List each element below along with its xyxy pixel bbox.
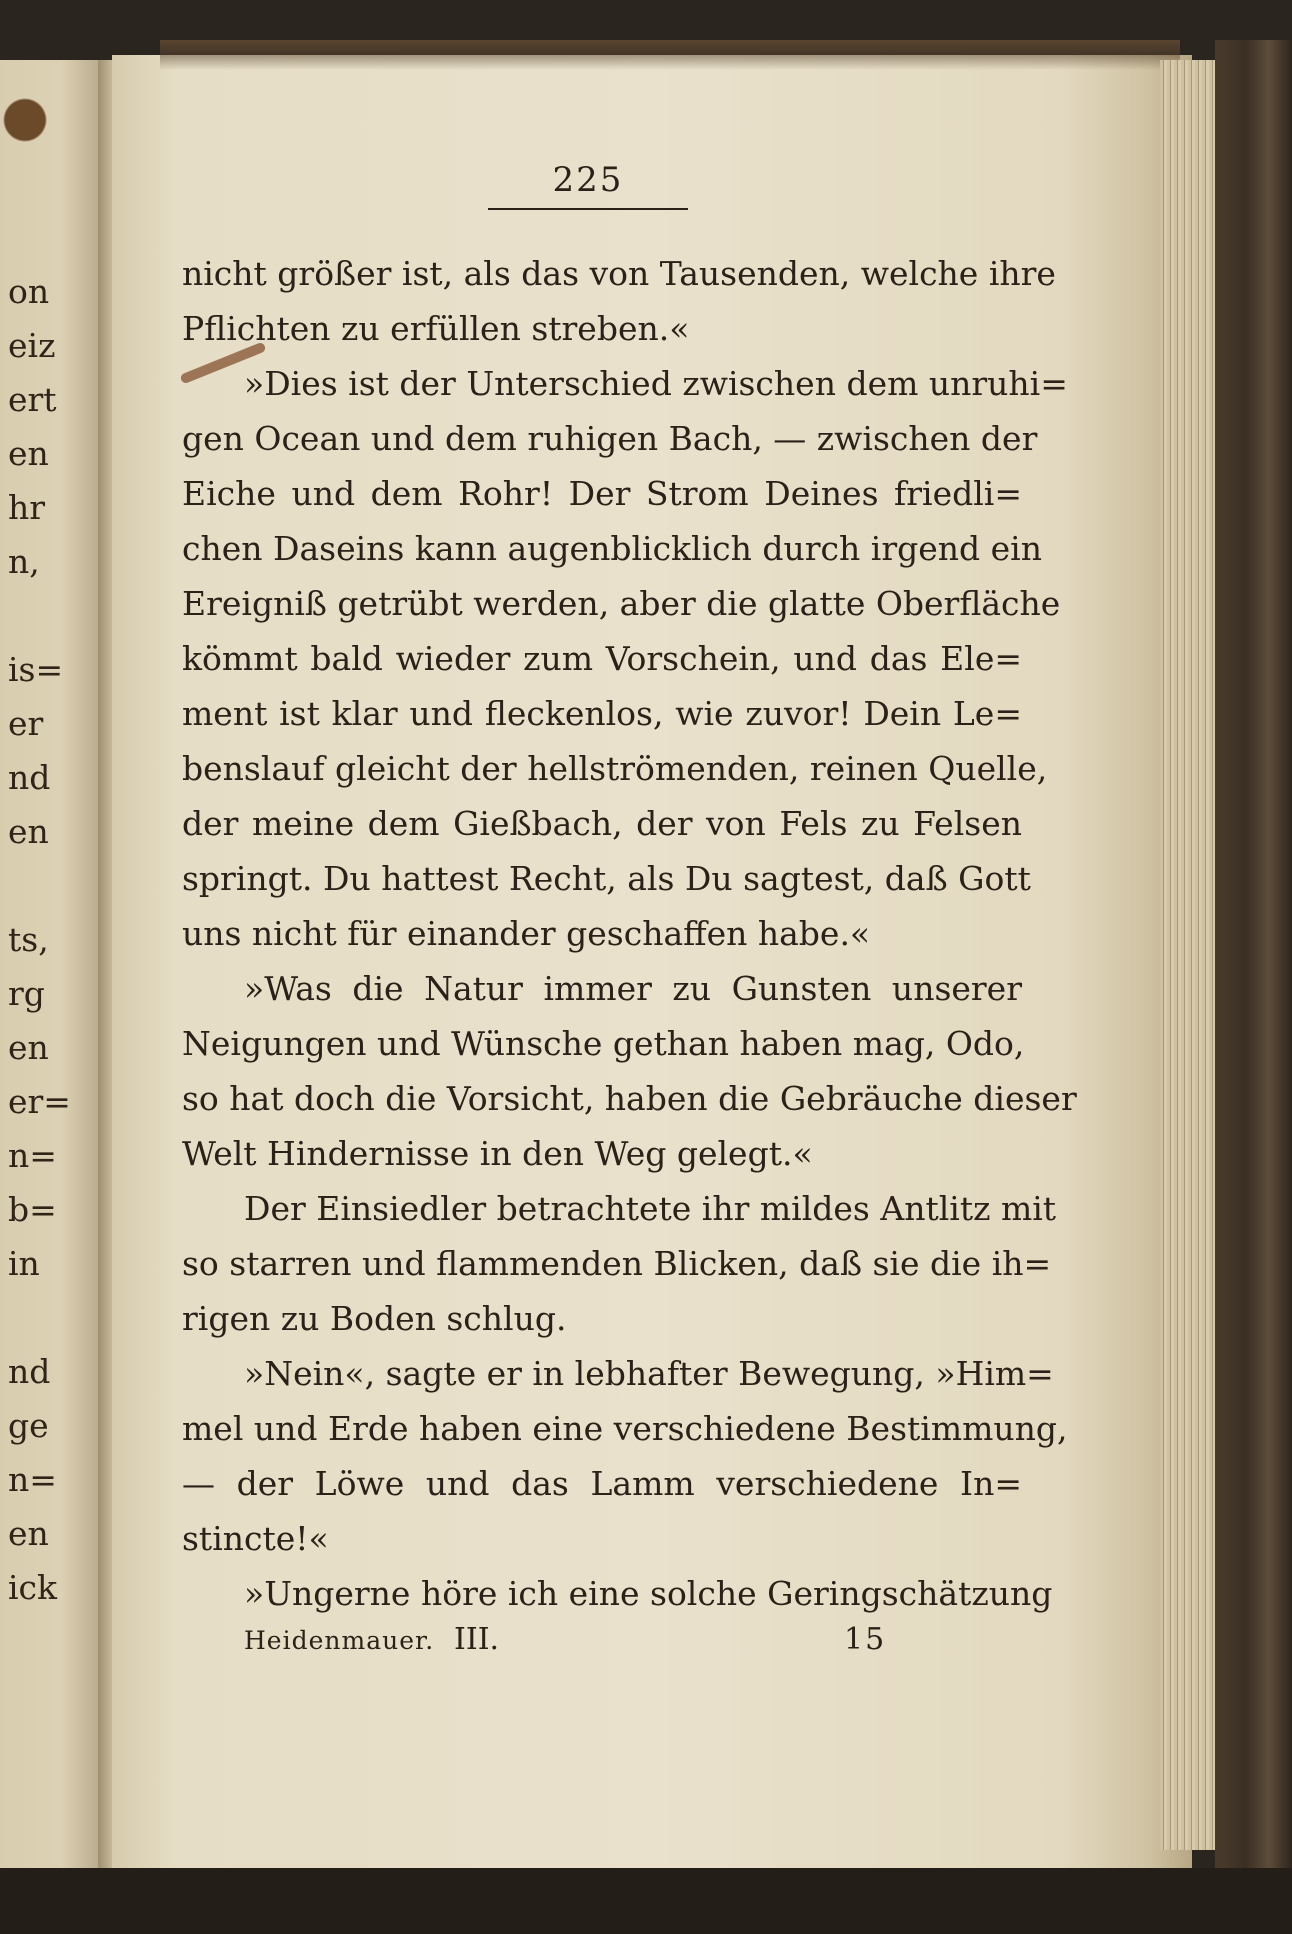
left-page-fragment: n,	[8, 542, 40, 581]
text-line: Neigungen und Wünsche gethan haben mag, Odo,	[182, 1024, 1025, 1063]
page-number: 225	[552, 160, 624, 200]
text-line: uns nicht für einander geschaffen habe.«	[182, 914, 871, 953]
page-header	[488, 160, 688, 210]
book-cover	[1215, 40, 1292, 1934]
text-line: »Dies ist der Unterschied zwischen dem unruhi=	[244, 364, 1068, 403]
text-line: Welt Hindernisse in den Weg gelegt.«	[182, 1134, 813, 1173]
text-line: ment ist klar und fleckenlos, wie zuvor! Dein Le=	[182, 694, 1022, 733]
left-page-fragment: ts,	[8, 920, 49, 959]
left-page-fragment: ick	[8, 1568, 58, 1607]
left-page-fragment: b=	[8, 1190, 57, 1229]
text-line: mel und Erde haben eine verschiedene Bestimmung,	[182, 1409, 1068, 1448]
left-page-fragment: er	[8, 704, 44, 743]
text-line: benslauf gleicht der hellströmenden, reinen Quelle,	[182, 749, 1048, 788]
footer-signature: Heidenmauer.	[244, 1626, 435, 1655]
left-page-fragment: rg	[8, 974, 45, 1013]
text-line: Pflichten zu erfüllen streben.«	[182, 309, 690, 348]
text-line: Eiche und dem Rohr! Der Strom Deines friedli=	[182, 474, 1022, 513]
text-line: rigen zu Boden schlug.	[182, 1299, 567, 1338]
left-page-fragment: en	[8, 1028, 49, 1067]
footer-volume: III.	[454, 1622, 500, 1657]
left-page-fragment: en	[8, 434, 49, 473]
text-line: so hat doch die Vorsicht, haben die Gebräuche dieser	[182, 1079, 1077, 1118]
text-line: gen Ocean und dem ruhigen Bach, — zwischen der	[182, 419, 1038, 458]
left-page-fragment: ert	[8, 380, 57, 419]
left-page-fragment: in	[8, 1244, 40, 1283]
left-page-fragment: is=	[8, 650, 64, 689]
text-line: »Ungerne höre ich eine solche Geringschätzung	[244, 1574, 1053, 1613]
header-rule	[488, 208, 688, 210]
footer-sheet-number: 15	[844, 1622, 887, 1657]
left-page-fragment: on	[8, 272, 50, 311]
left-page-fragment: n=	[8, 1136, 57, 1175]
left-page-fragment: hr	[8, 488, 46, 527]
text-line: Der Einsiedler betrachtete ihr mildes Antlitz mit	[244, 1189, 1057, 1228]
left-page-stain	[0, 60, 60, 180]
left-page-fragment: eiz	[8, 326, 56, 365]
left-page	[0, 60, 102, 1870]
text-line: »Was die Natur immer zu Gunsten unserer	[244, 969, 1022, 1008]
left-page-fragment: er=	[8, 1082, 71, 1121]
text-line: der meine dem Gießbach, der von Fels zu Felsen	[182, 804, 1022, 843]
page-edges	[1160, 60, 1220, 1850]
left-page-fragment: en	[8, 812, 49, 851]
text-line: so starren und flammenden Blicken, daß sie die ih=	[182, 1244, 1052, 1283]
page-top-shadow	[160, 40, 1180, 70]
text-line: stincte!«	[182, 1519, 329, 1558]
text-line: kömmt bald wieder zum Vorschein, und das Ele=	[182, 639, 1022, 678]
text-line: nicht größer ist, als das von Tausenden, welche ihre	[182, 254, 1056, 293]
text-line: chen Daseins kann augenblicklich durch irgend ein	[182, 529, 1042, 568]
page-footer	[244, 1622, 887, 1662]
left-page-fragment: nd	[8, 758, 51, 797]
background-bottom	[0, 1868, 1292, 1934]
left-page-fragment: en	[8, 1514, 49, 1553]
text-line: Ereigniß getrübt werden, aber die glatte Oberfläche	[182, 584, 1061, 623]
left-page-fragment: n=	[8, 1460, 57, 1499]
text-line: »Nein«, sagte er in lebhafter Bewegung, »Him=	[244, 1354, 1054, 1393]
left-page-fragment: nd	[8, 1352, 51, 1391]
body-text	[182, 246, 1077, 1621]
left-page-fragment: ge	[8, 1406, 49, 1445]
text-line: — der Löwe und das Lamm verschiedene In=	[182, 1464, 1022, 1503]
text-line: springt. Du hattest Recht, als Du sagtest, daß Gott	[182, 859, 1031, 898]
